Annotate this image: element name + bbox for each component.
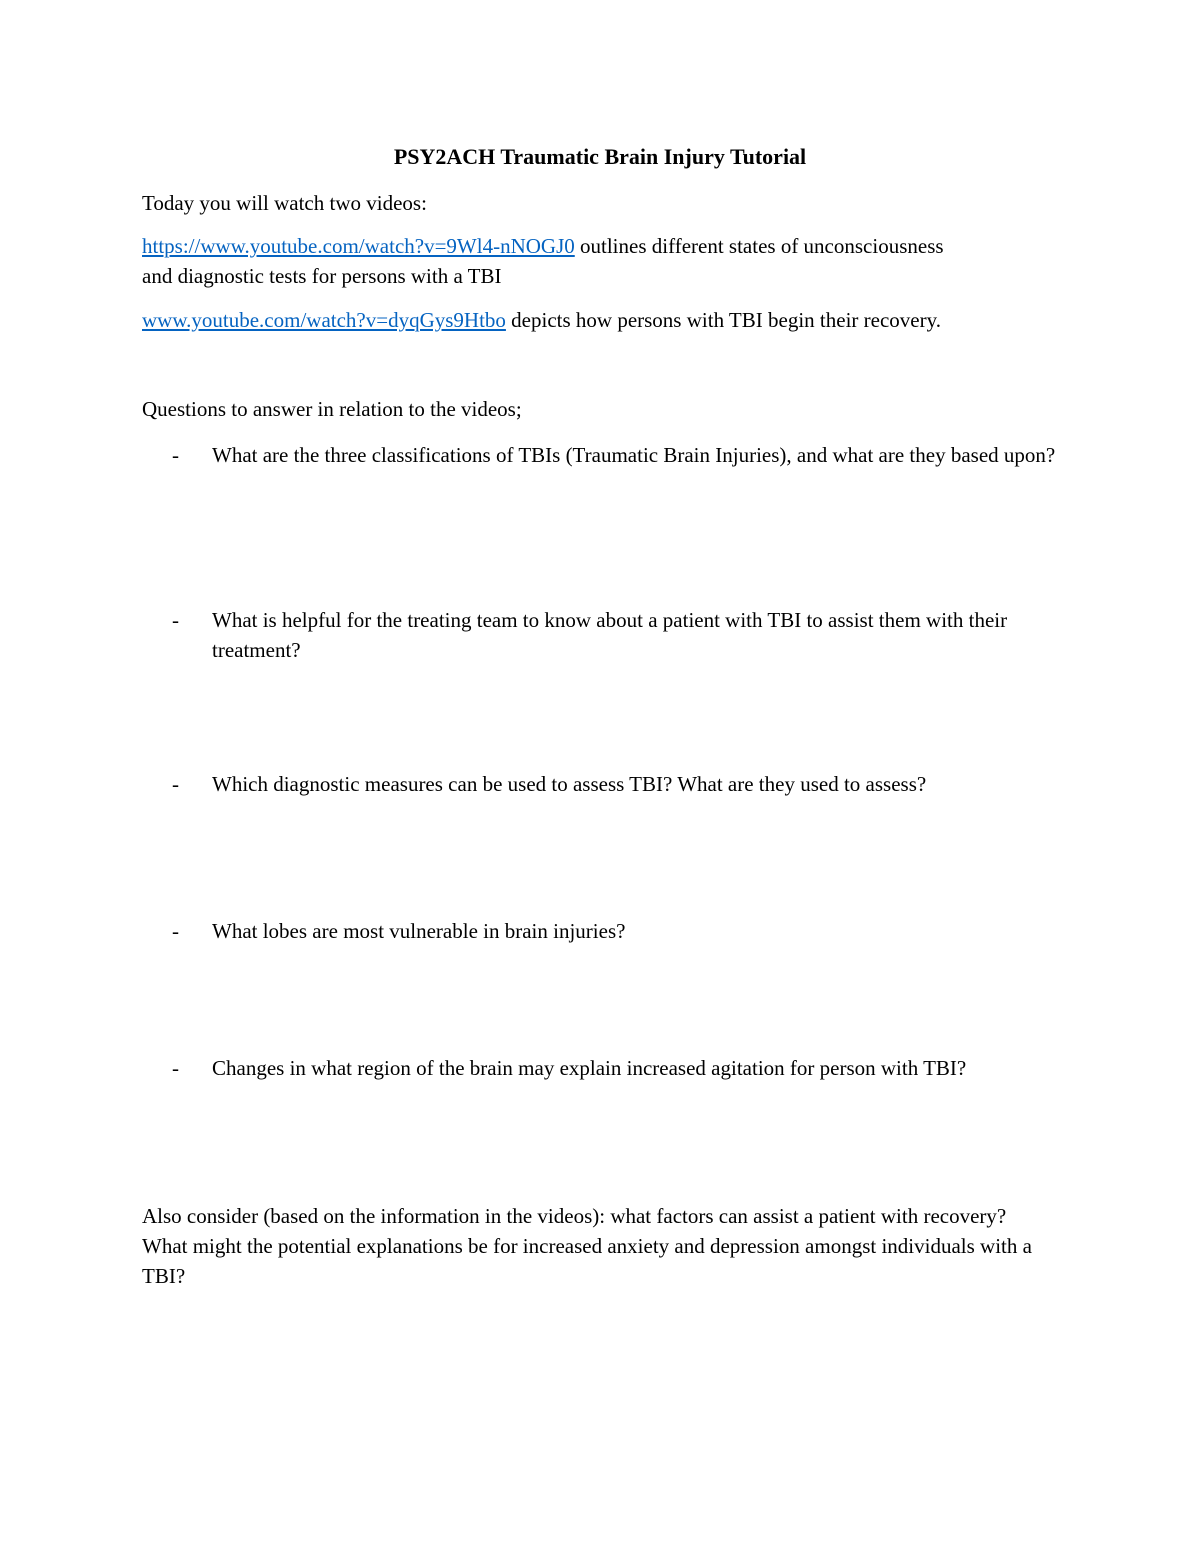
- question-item: What are the three classifications of TBIs (Traumatic Brain Injuries), and what are they based upon?: [212, 443, 1056, 467]
- video2-line: [142, 305, 941, 335]
- questions-heading: Questions to answer in relation to the videos;: [142, 397, 522, 421]
- document-title: PSY2ACH Traumatic Brain Injury Tutorial: [393, 144, 807, 169]
- bullet-dash: -: [172, 919, 179, 943]
- bullet-dash: -: [172, 443, 179, 467]
- bullet-dash: -: [172, 1056, 179, 1080]
- video2-link[interactable]: www.youtube.com/watch?v=dyqGys9Htbo: [142, 308, 506, 332]
- video1-link[interactable]: https://www.youtube.com/watch?v=9Wl4-nNOGJ0: [142, 234, 575, 258]
- question-item: What is helpful for the treating team to know about a patient with TBI to assist them with their treatment?: [212, 608, 1008, 662]
- video1-description-continued: and diagnostic tests for persons with a TBI: [142, 264, 502, 288]
- video1-description: outlines different states of unconsciousness: [574, 234, 944, 258]
- question-item: What lobes are most vulnerable in brain injuries?: [212, 919, 626, 943]
- video1-line: [142, 231, 944, 261]
- question-item: Which diagnostic measures can be used to assess TBI? What are they used to assess?: [212, 772, 927, 796]
- video2-description: depicts how persons with TBI begin their recovery.: [505, 308, 941, 332]
- bullet-dash: -: [172, 772, 179, 796]
- bullet-dash: -: [172, 608, 179, 632]
- closing-paragraph: Also consider (based on the information in the videos): what factors can assist a patient with recovery? What might the potential explanations be for increased anxiety and depression amongst individuals with a TBI?: [142, 1204, 1032, 1288]
- intro-text: Today you will watch two videos:: [142, 191, 427, 215]
- question-item: Changes in what region of the brain may explain increased agitation for person with TBI?: [212, 1056, 967, 1080]
